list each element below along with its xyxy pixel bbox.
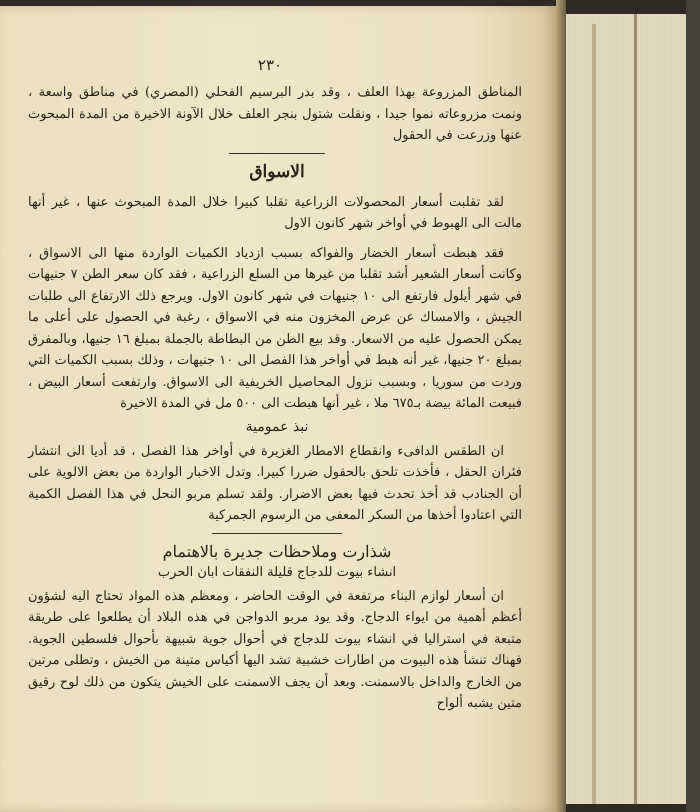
scattered-notes-heading: شذارت وملاحظات جديرة بالاهتمام <box>162 541 392 561</box>
general-notes-paragraph: ان الطقس الدافىء وانقطاع الامطار الغزيرة في أواخر هذا الفصل ، قد أديا الى انتشار فئران الحقل ، فأخذت تلحق بالحقول ضررا كبيرا. وتدل الاخبار الواردة من بعض الالوية على أن الجنادب قد أخذ تحدث فيها بعض الاضرار. ولقد تسلم مربو النحل في هذا الفصل الكمية التي اعتادوا أخذها من السكر المعفى من الرسوم الجمركية <box>28 443 522 523</box>
book-page <box>0 6 556 812</box>
page-number: ٢٣٠ <box>257 56 283 74</box>
section-divider <box>229 153 325 154</box>
markets-paragraph-2: فقد هبطت أسعار الخضار والفواكه بسبب ازدياد الكميات الواردة منها الى الاسواق ، وكانت أسعار الشعير أشد تقلبا من غيرها من السلع الزراعية ، فقد كان سعر الطن ٧ جنيهات في شهر أيلول فارتفع الى ١٠ جنيهات في شهر كانون الاول. ويرجع ذلك الارتفاع الى طلبات الجيش ، والامساك عن عرض المخزون منه في الاسواق ، رغبة في الحصول على أعلى ما يمكن الحصول عليه من الاسعار. وقد بيع الطن من البطاطة بالجملة بمبلغ ١٦ جنيها، وبالمفرق بمبلغ ٢٠ جنيها، غير أنه هبط في أواخر هذا الفصل الى ١٠ جنيهات ، وذلك بسبب الكميات التي وردت من سوريا ، وبسبب نزول المحاصيل الخريفية الى الاسواق. وارتفعت أسعار البيض ، فبيعت المائة بيضة بـ٦٧٥ ملا ، غير أنها هبطت الى ٥٠٠ مل في المدة الاخيرة <box>28 245 523 411</box>
general-notes-heading: نبذ عمومية <box>245 418 309 435</box>
markets-heading: الاسواق <box>249 161 305 182</box>
markets-paragraph-1: لقد تقلبت أسعار المحصولات الزراعية تقلبا كبيرا خلال المدة المبحوث عنها ، غير أنها مالت الى الهبوط في أواخر شهر كانون الاول <box>28 194 522 231</box>
page-gutter <box>556 0 566 812</box>
page-content <box>12 54 542 715</box>
section-divider <box>212 533 342 534</box>
scattered-notes-paragraph: ان أسعار لوازم البناء مرتفعة في الوقت الحاضر ، ومعظم هذه المواد تحتاج اليه لشؤون أعظم أهمية من ايواء الدجاج. وقد يود مربو الدواجن في هذه البلاد أن يطلعوا على طريقة متبعة في استراليا في انشاء بيوت للدجاج في أحوال جوية شبيهة بأحوال فلسطين الجوية. فهناك تنشأ هذه البيوت من اطارات خشبية تشد اليها أكياس متينة من الخيش ، وتطلى مرتين من الخارج والداخل بالاسمنت. وبعد أن يجف الاسمنت على الخيش يتكون من ذلك لوح رقيق متين يشبه ألواح <box>28 588 522 711</box>
intro-paragraph: المناطق المزروعة بهذا العلف ، وقد بدر البرسيم الفحلي (المصري) في مناطق واسعة ، ونمت مزروعاته نموا جيدا ، ونقلت شتول بنجر العلف خلال الآونة الاخيرة من المدة المبحوث عنها وزرعت في الحقول <box>28 85 522 143</box>
scattered-notes-subheading: انشاء بيوت للدجاج قليلة النفقات ابان الحرب <box>157 564 397 580</box>
page-edges <box>566 14 689 804</box>
book-cover-edge <box>686 0 700 812</box>
